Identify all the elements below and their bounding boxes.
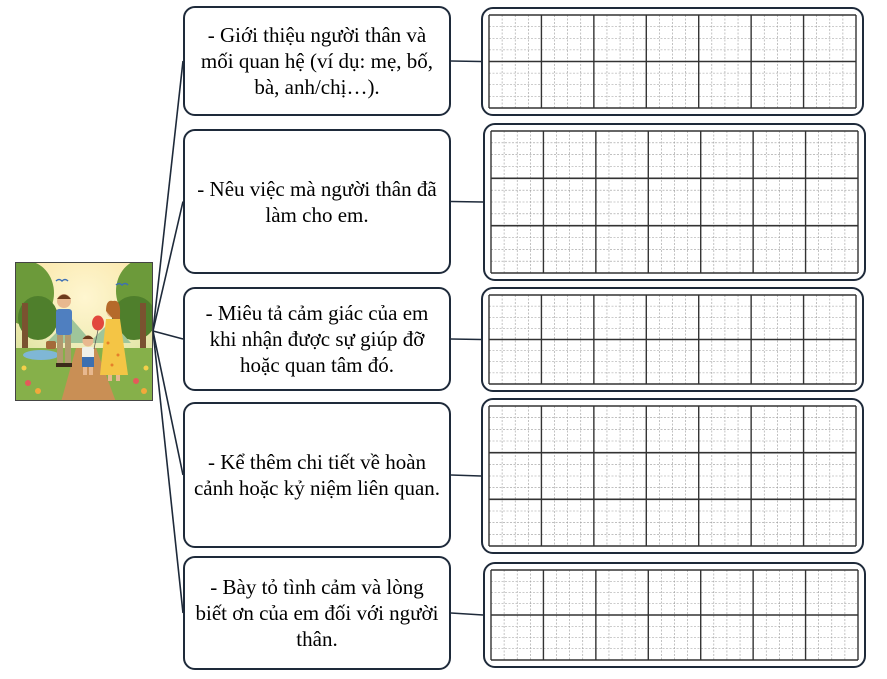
step-text: - Nêu việc mà người thân đã làm cho em.: [197, 176, 437, 227]
connector-line: [451, 61, 481, 62]
writing-grid-4[interactable]: [481, 398, 864, 554]
connector-line: [153, 331, 183, 475]
connector-line: [153, 331, 183, 613]
grid-lines: [485, 564, 864, 666]
step-text: - Kể thêm chi tiết về hoàn cảnh hoặc kỷ niệm liên quan.: [193, 450, 441, 500]
step-text: - Miêu tả cảm giác của em khi nhận được sự giúp đỡ hoặc quan tâm đó.: [205, 301, 429, 377]
connector-line: [153, 61, 183, 331]
writing-grid-5[interactable]: [483, 562, 866, 668]
connector-line: [451, 613, 483, 615]
grid-lines: [483, 9, 862, 114]
step-text: - Giới thiệu người thân và mối quan hệ (ví dụ: mẹ, bố, bà, anh/chị…).: [200, 23, 434, 99]
grid-lines: [485, 125, 864, 279]
step-text: - Bày tỏ tình cảm và lòng biết ơn của em đối với người thân.: [195, 575, 439, 651]
connector-line: [153, 202, 183, 332]
family-walking-park-icon: [16, 263, 153, 401]
step-box-introduce-relative: [183, 6, 451, 116]
connector-line: [451, 202, 483, 203]
writing-grid-1[interactable]: [481, 7, 864, 116]
step-box-express-gratitude: [183, 556, 451, 670]
grid-lines: [483, 289, 862, 390]
grid-lines: [483, 400, 862, 552]
step-box-describe-feelings: [183, 287, 451, 391]
writing-grid-3[interactable]: [481, 287, 864, 392]
step-box-what-relative-did: [183, 129, 451, 274]
connector-line: [451, 475, 481, 476]
family-illustration: [15, 262, 153, 401]
connector-line: [451, 339, 481, 340]
step-box-circumstances-memories: [183, 402, 451, 548]
writing-grid-2[interactable]: [483, 123, 866, 281]
connector-line: [153, 331, 183, 339]
